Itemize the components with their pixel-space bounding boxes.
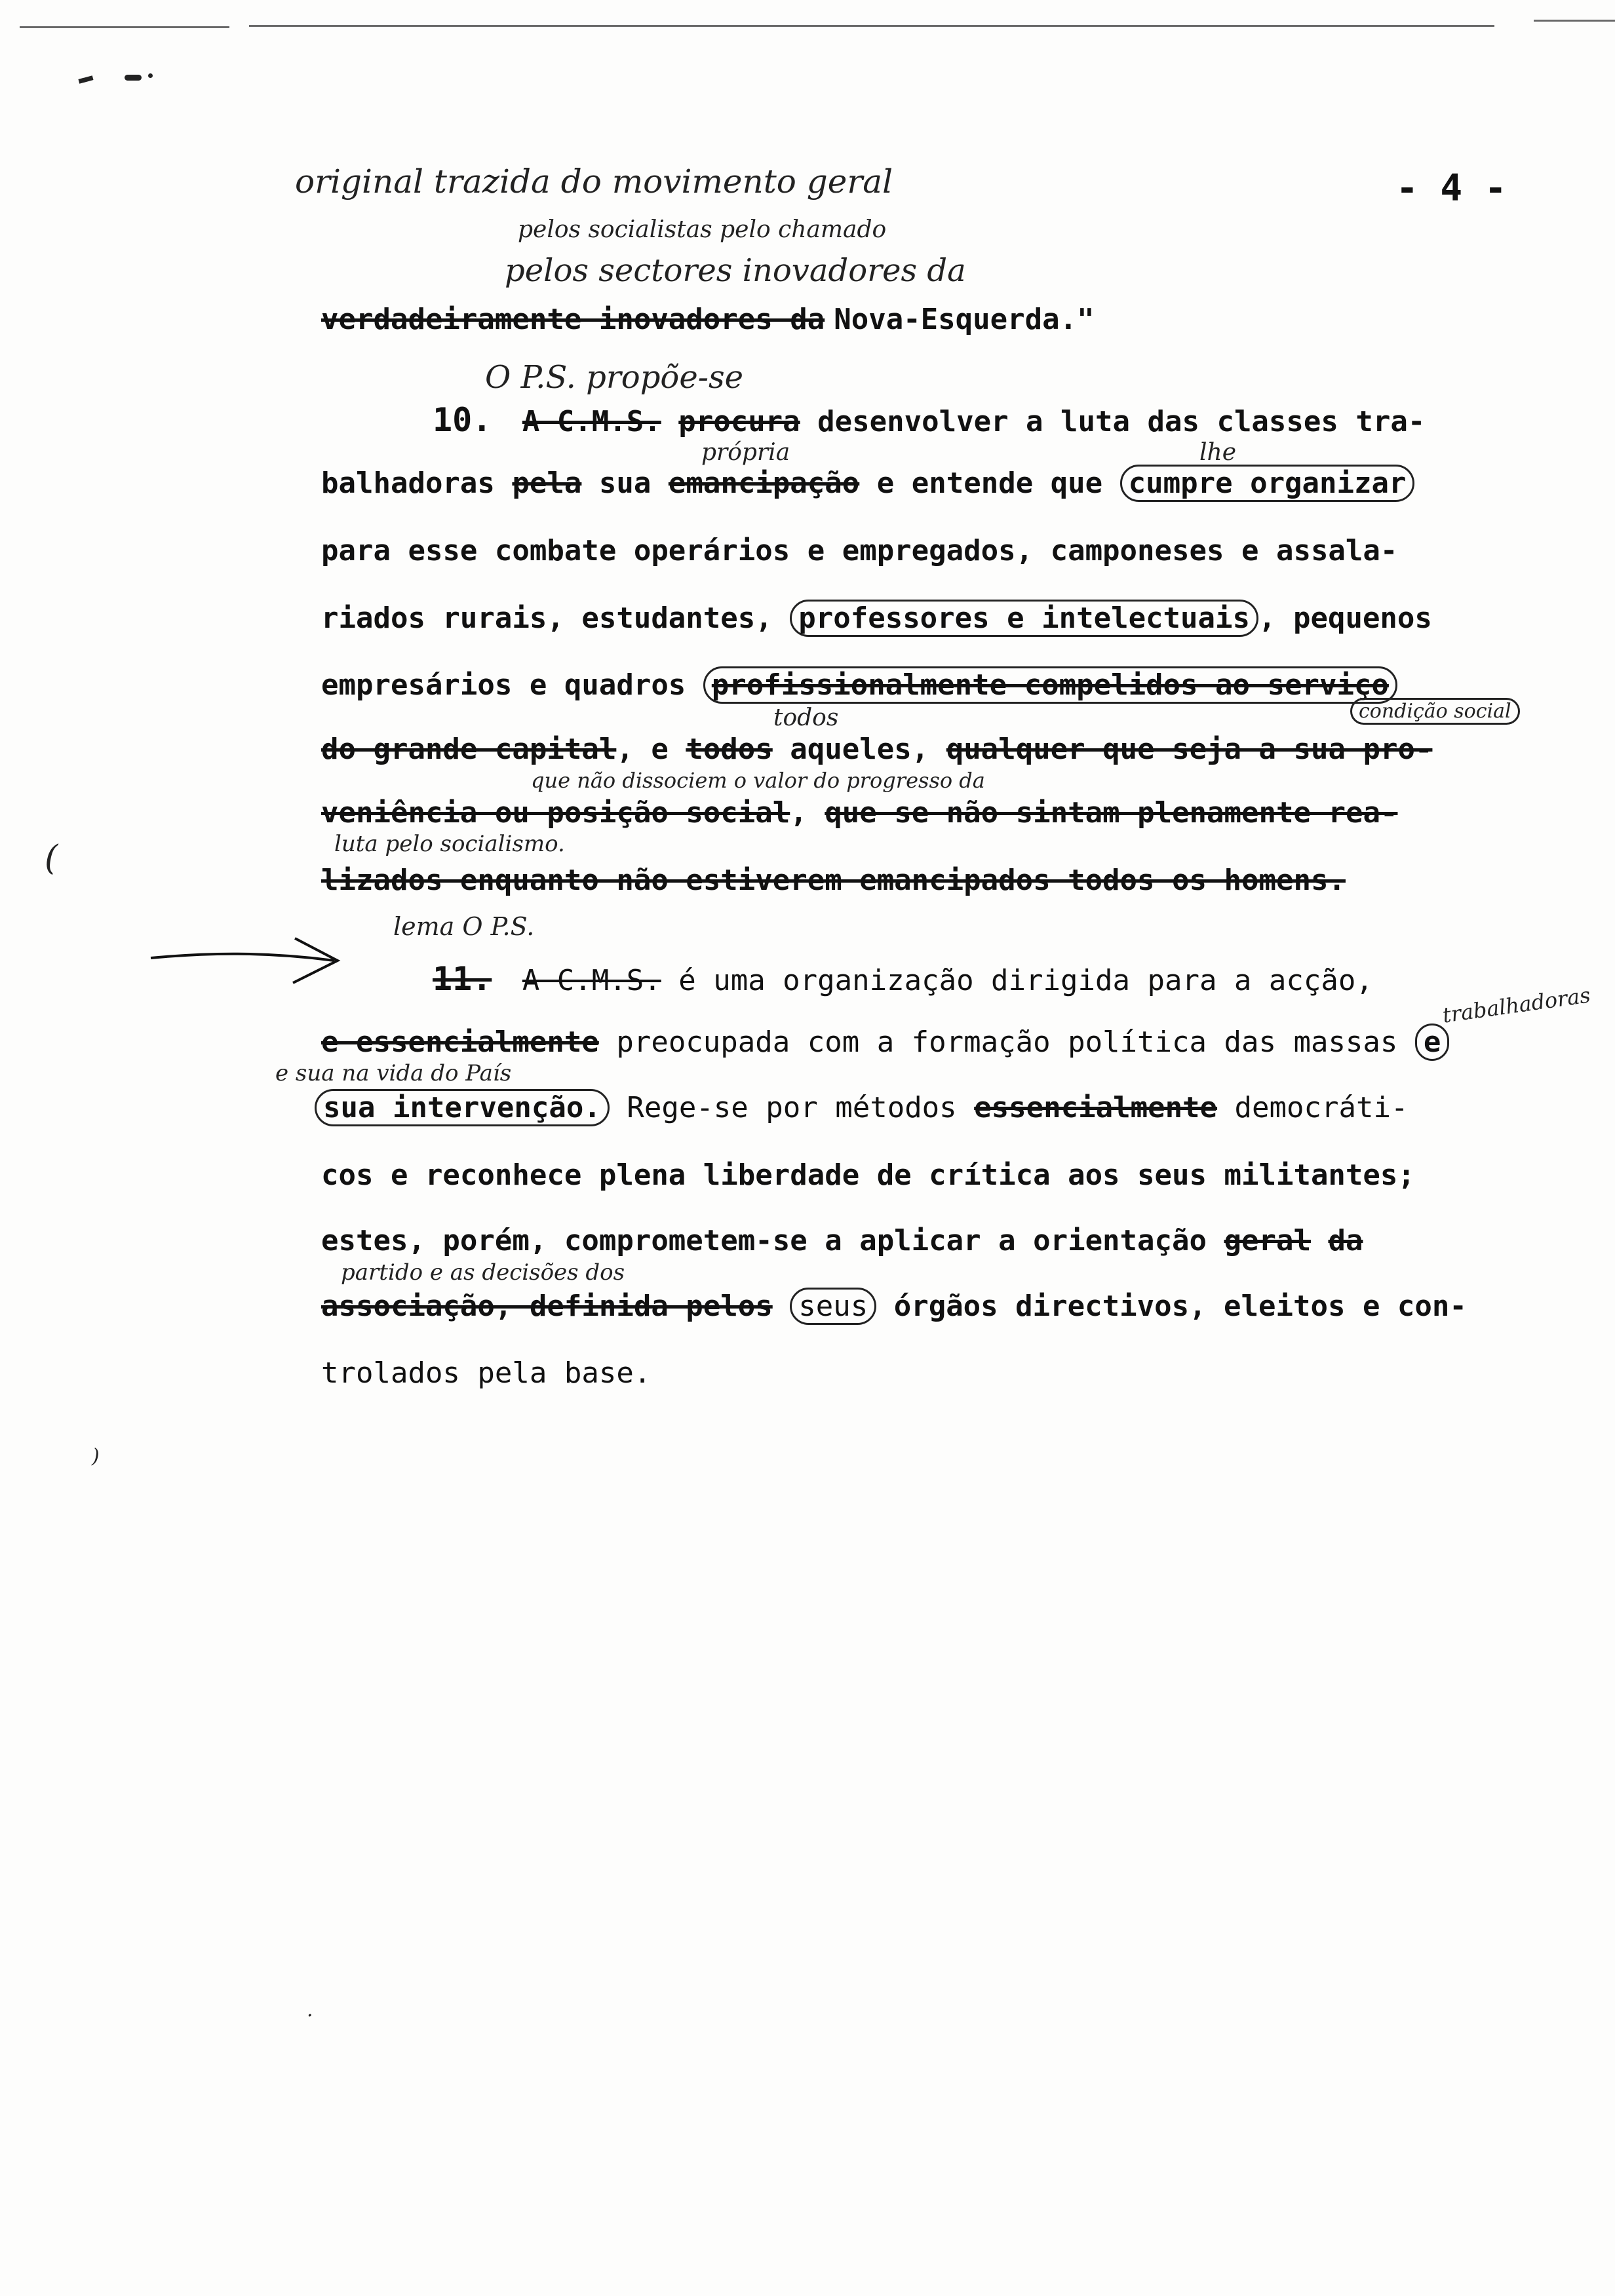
handwritten-luta-socialismo: luta pelo socialismo. — [334, 831, 565, 857]
p10-line7: veniência ou posição social, que se não sintam plenamente rea- — [321, 796, 1398, 830]
paragraph-number: 10. — [433, 401, 492, 439]
handwritten-partido-decisoes: partido e as decisões dos — [341, 1259, 625, 1286]
page-number: - 4 - — [1396, 167, 1507, 210]
stray-dot: . — [307, 1999, 313, 2021]
p11-line4: cos e reconhece plena liberdade de crítica aos seus militantes; — [321, 1158, 1415, 1192]
p10-line3: para esse combate operários e empregados, camponeses e assala- — [321, 534, 1398, 567]
handwritten-todos: todos — [773, 704, 839, 731]
p11-line3: sua intervenção. Rege-se por métodos essencialmente democráti- — [315, 1091, 1408, 1124]
p10-line2: balhadoras pela sua emancipação e entende que cumpre organizar — [321, 467, 1414, 500]
handwritten-note-line3: pelos sectores inovadores da — [505, 252, 966, 289]
handwritten-note-line1: original trazida do movimento geral — [295, 163, 893, 201]
handwritten-lema-ps: lema O P.S. — [393, 912, 535, 941]
scan-mark — [148, 73, 153, 78]
p11-line6: associação, definida pelos seus órgãos directivos, eleitos e con- — [321, 1290, 1467, 1323]
top-rule-right — [1534, 20, 1615, 22]
handwritten-propria: própria — [701, 439, 790, 466]
struck-text: verdadeiramente inovadores da — [321, 303, 825, 336]
p11-line1: 11. A C.M.S. é uma organização dirigida para a acção, — [433, 960, 1373, 998]
margin-parenthesis: ( — [45, 839, 58, 878]
text-line — [321, 303, 1095, 336]
nova-esquerda: Nova-Esquerda." — [834, 303, 1095, 336]
p10-line6: do grande capital, e todos aqueles, qualquer que seja a sua pro- — [321, 733, 1433, 766]
handwritten-e-na-vida: e sua na vida do País — [275, 1060, 512, 1086]
p10-line8: lizados enquanto não estiverem emancipados todos os homens. — [321, 864, 1346, 897]
p11-line5: estes, porém, comprometem-se a aplicar a orientação geral da — [321, 1224, 1363, 1257]
top-rule-left — [20, 26, 229, 28]
handwritten-ps-propoe: O P.S. propõe-se — [485, 359, 743, 396]
handwritten-condicao-social: condição social — [1350, 698, 1520, 725]
top-rule-main — [249, 25, 1494, 27]
scan-mark — [125, 75, 142, 81]
paragraph-number: 11. — [433, 960, 492, 998]
handwritten-lhe: lhe — [1199, 439, 1237, 466]
handwritten-que-nao-dissociem: que não dissociem o valor do progresso da — [531, 768, 985, 793]
p11-line7: trolados pela base. — [321, 1356, 652, 1390]
p11-line2: e essencialmente preocupada com a formação política das massas e — [321, 1025, 1449, 1059]
handwritten-note-line2: pelos socialistas pelo chamado — [518, 216, 887, 243]
p10-line1: 10. A C.M.S. procura desenvolver a luta das classes tra- — [433, 401, 1426, 439]
p10-line5: empresários e quadros profissionalmente compelidos ao serviço — [321, 668, 1397, 702]
arrow-icon — [147, 924, 344, 989]
stray-mark: ) — [92, 1445, 100, 1468]
handwritten-trabalhadoras: trabalhadoras — [1441, 982, 1592, 1028]
scan-mark — [78, 75, 93, 83]
p10-line4: riados rurais, estudantes, professores e intelectuais , pequenos — [321, 602, 1432, 635]
